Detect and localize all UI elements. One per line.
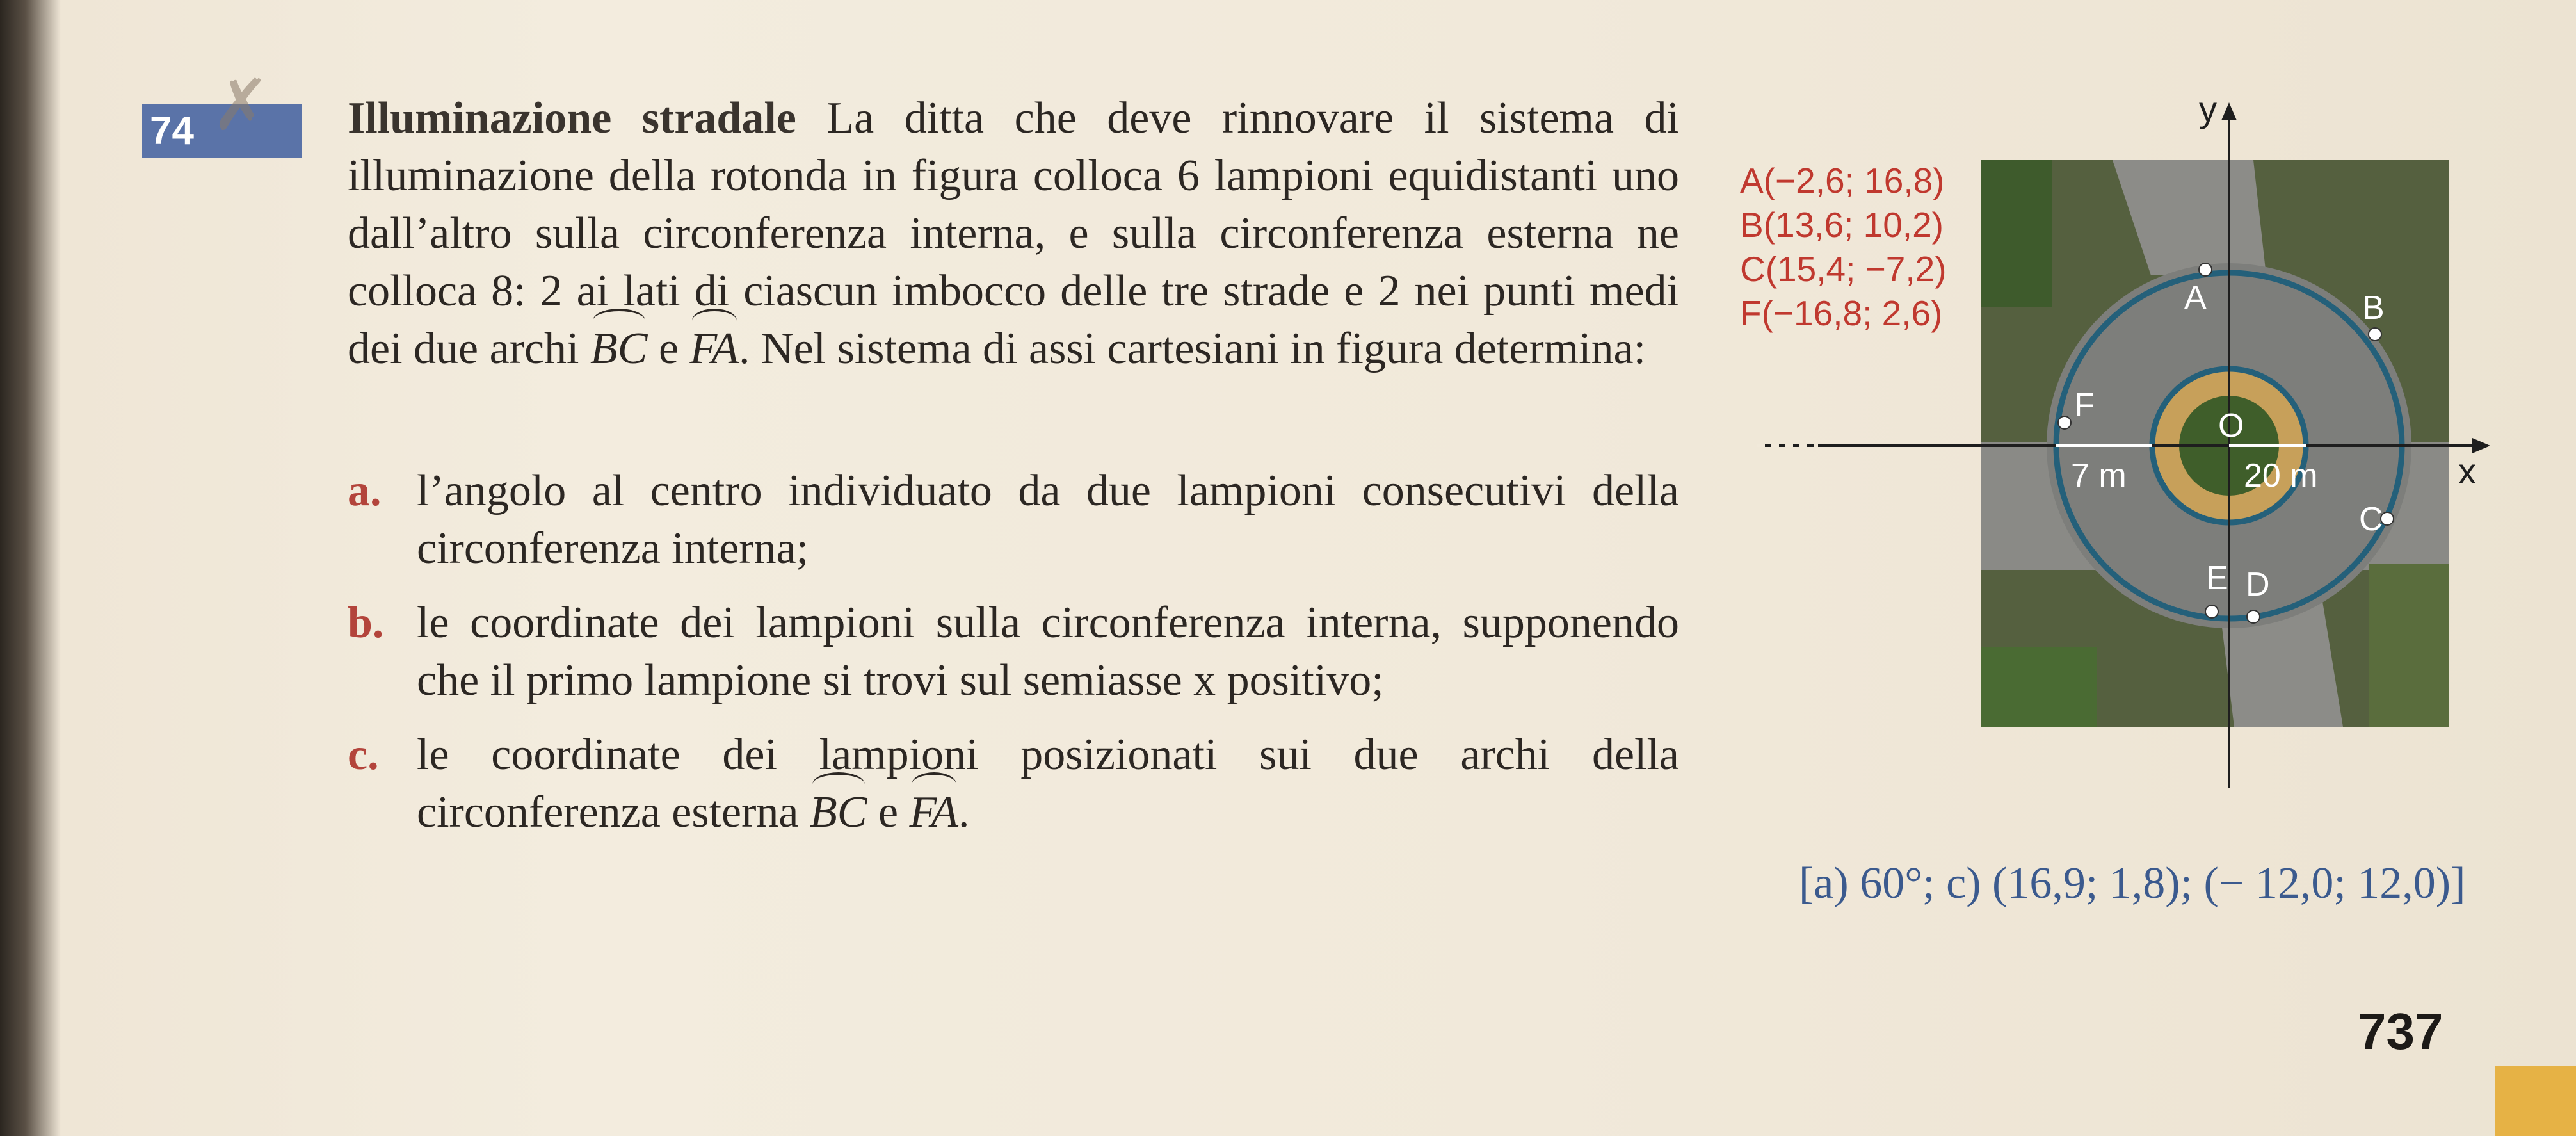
y-axis-arrow: [2221, 102, 2237, 120]
point-a: [2199, 263, 2212, 276]
question-c: [348, 726, 1679, 841]
label-x-axis: x: [2458, 451, 2476, 491]
tree-patch: [1981, 160, 2052, 307]
question-a: [348, 462, 1679, 578]
conjunction: e: [878, 788, 899, 837]
exercise-number-badge: 74: [142, 104, 302, 158]
page-number: 737: [2358, 1003, 2443, 1060]
problem-title: Illuminazione stradale: [348, 93, 796, 143]
point-e: [2205, 605, 2218, 618]
arc-fa: FA: [910, 784, 959, 841]
question-b: [348, 594, 1679, 710]
label-d: D: [2246, 566, 2270, 603]
arc-bc: BC: [810, 784, 867, 841]
label-outer-radius: 7 m: [2071, 457, 2127, 494]
tree-patch: [2369, 564, 2449, 727]
page-edge-tab: [2495, 1066, 2576, 1136]
question-label: b.: [348, 598, 384, 647]
coordinate-b: B(13,6; 10,2): [1740, 205, 1944, 245]
problem-statement: [348, 90, 1679, 378]
question-list: [348, 462, 1679, 858]
question-c-end: .: [958, 788, 970, 837]
label-e: E: [2206, 560, 2228, 597]
label-f: F: [2074, 387, 2095, 424]
problem-text-2: . Nel sistema di assi cartesiani in figura determina:: [739, 324, 1646, 373]
pencil-mark-icon: ✗: [211, 64, 271, 146]
question-label: a.: [348, 466, 382, 515]
question-text: le coordinate dei lampioni sulla circonferenza interna, supponendo che il primo lampione si trovi sul semiasse x positivo;: [417, 598, 1679, 705]
arc-fa: FA: [690, 320, 739, 378]
point-b: [2369, 328, 2381, 341]
conjunction: e: [658, 324, 679, 373]
question-text: [417, 726, 1679, 841]
arc-bc: BC: [590, 320, 647, 378]
question-label: c.: [348, 730, 379, 779]
problem-text-1: La ditta che deve rinnovare il sistema di illuminazione della rotonda in figura colloca 6 lampioni equidistanti uno dall’altro sulla circonferenza interna, e sulla circonferenza esterna ne colloca 8: 2 ai lati di ciascun imbocco delle tre strade e 2 nei punti medi dei due archi: [348, 93, 1679, 373]
label-inner-radius: 20 m: [2244, 457, 2318, 494]
tree-patch: [1981, 647, 2097, 727]
label-y-axis: y: [2199, 89, 2217, 129]
label-b: B: [2362, 289, 2385, 327]
roundabout-diagram: [1728, 83, 2522, 807]
point-f: [2058, 416, 2071, 429]
answer-key: [a) 60°; c) (16,9; 1,8); (− 12,0; 12,0)]: [1799, 859, 2466, 908]
coordinate-f: F(−16,8; 2,6): [1740, 293, 1943, 333]
label-c: C: [2359, 501, 2383, 538]
roundabout-figure: [1728, 83, 2522, 807]
label-origin: O: [2218, 407, 2244, 444]
question-c-text: le coordinate dei lampioni posizionati sui due archi della circonferenza esterna: [417, 730, 1679, 837]
point-d: [2247, 610, 2260, 623]
label-a: A: [2184, 279, 2207, 316]
coordinate-a: A(−2,6; 16,8): [1740, 161, 1945, 200]
question-text: l’angolo al centro individuato da due lampioni consecutivi della circonferenza interna;: [417, 466, 1679, 573]
coordinate-c: C(15,4; −7,2): [1740, 249, 1947, 289]
